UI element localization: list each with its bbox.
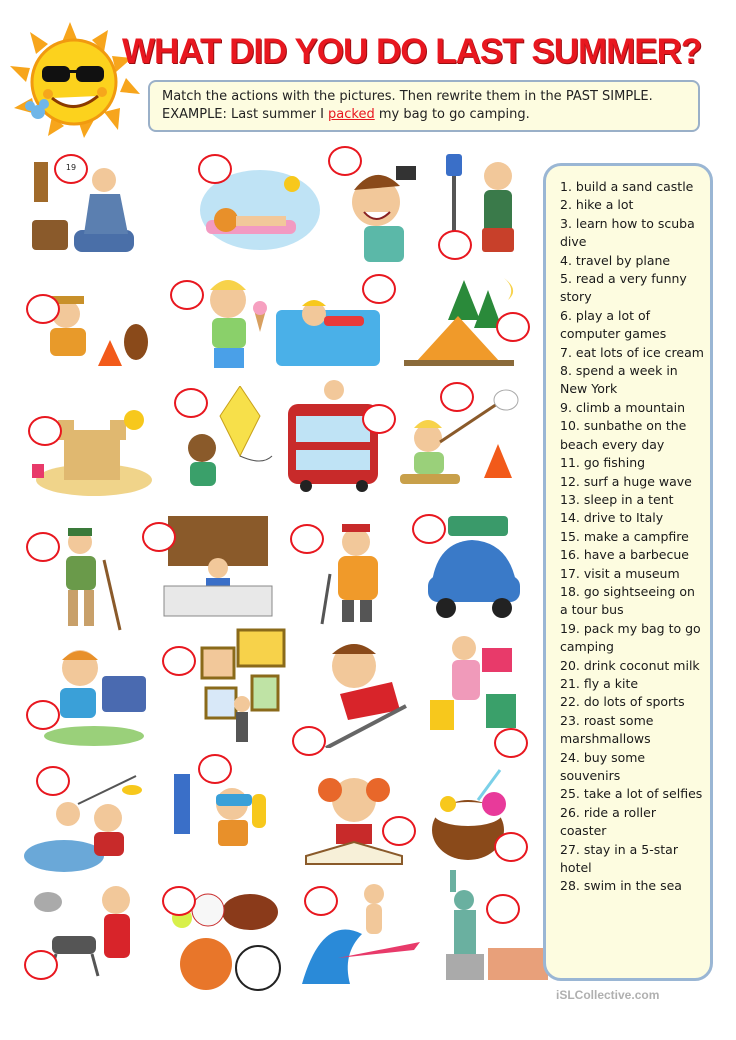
example-verb: packed <box>328 107 375 122</box>
action-item: 26. ride a roller coaster <box>560 804 656 839</box>
picture-cell <box>24 636 152 754</box>
shopping-souvenirs-icon <box>428 628 556 746</box>
picture-cell <box>24 876 152 994</box>
picture-cell <box>162 628 290 746</box>
reading-book-icon <box>302 760 430 878</box>
answer-circle[interactable] <box>26 700 60 730</box>
picture-cell <box>24 520 152 638</box>
answer-circle[interactable] <box>198 754 232 784</box>
computer-games-icon <box>24 636 152 754</box>
action-item: 20. drink coconut milk <box>560 657 700 673</box>
picture-cell <box>172 386 300 504</box>
action-item: 24. buy some souvenirs <box>560 749 646 783</box>
picture-cell <box>24 270 152 388</box>
answer-circle[interactable] <box>26 532 60 562</box>
example-suffix: my bag to go camping. <box>374 107 530 122</box>
picture-cell <box>328 150 456 268</box>
picture-cell <box>428 866 556 984</box>
picture-cell <box>428 764 556 882</box>
action-item: 7. eat lots of ice cream <box>560 344 704 360</box>
answer-circle[interactable] <box>292 726 326 756</box>
sand-castle-icon <box>24 390 152 508</box>
picture-cell <box>24 764 152 882</box>
tour-bus-icon <box>282 374 410 492</box>
action-item: 16. have a barbecue <box>560 547 689 563</box>
answer-circle[interactable] <box>170 280 204 310</box>
coconut-drink-icon <box>428 764 556 882</box>
answer-circle[interactable] <box>496 312 530 342</box>
example-line <box>162 106 686 124</box>
action-item: 19. pack my bag to go camping <box>560 620 701 655</box>
answer-circle[interactable] <box>290 524 324 554</box>
action-item: 2. hike a lot <box>560 197 634 213</box>
answer-circle[interactable] <box>54 154 88 184</box>
action-item: 11. go fishing <box>560 455 646 471</box>
answer-circle[interactable] <box>328 146 362 176</box>
answer-circle[interactable] <box>26 294 60 324</box>
action-item: 18. go sightseeing on a tour bus <box>560 583 695 618</box>
action-item: 4. travel by plane <box>560 252 671 268</box>
action-item: 13. sleep in a tent <box>560 491 674 507</box>
picture-cell <box>172 754 300 872</box>
answer-circle[interactable] <box>438 230 472 260</box>
answer-circle[interactable] <box>382 816 416 846</box>
packing-bag-icon <box>24 150 152 268</box>
campfire-cowboy-icon <box>24 270 152 388</box>
actions-list-box <box>543 163 713 981</box>
example-prefix: EXAMPLE: Last summer I <box>162 107 329 122</box>
action-item: 27. stay in a 5-star hotel <box>560 841 678 876</box>
answer-circle[interactable] <box>174 388 208 418</box>
action-item: 3. learn how to scuba dive <box>560 215 695 250</box>
action-item: 25. take a lot of selfies <box>560 786 703 802</box>
statue-of-liberty-icon <box>428 866 556 984</box>
picture-cell <box>294 514 422 632</box>
answer-circle[interactable] <box>24 950 58 980</box>
action-item: 17. visit a museum <box>560 565 680 581</box>
action-item: 8. spend a week in New York <box>560 363 678 397</box>
footer-watermark: iSLCollective.com <box>556 988 660 1002</box>
action-item: 5. read a very funny story <box>560 271 687 305</box>
answer-circle[interactable] <box>36 766 70 796</box>
answer-circle[interactable] <box>494 728 528 758</box>
answer-circle[interactable] <box>142 522 176 552</box>
picture-cell <box>400 382 528 500</box>
picture-cell <box>302 760 430 878</box>
answer-circle[interactable] <box>486 894 520 924</box>
action-item: 22. do lots of sports <box>560 694 685 710</box>
picture-cell <box>24 150 152 268</box>
action-item: 15. make a campfire <box>560 528 689 544</box>
action-item: 28. swim in the sea <box>560 878 682 894</box>
scuba-dive-icon <box>172 754 300 872</box>
picture-cell <box>274 270 402 388</box>
instructions-line: Match the actions with the pictures. Then rewrite them in the PAST SIMPLE. <box>162 89 653 104</box>
picture-cell <box>408 512 536 630</box>
instructions-box <box>148 80 700 132</box>
action-item: 23. roast some marshmallows <box>560 712 654 747</box>
action-item: 12. surf a huge wave <box>560 473 692 489</box>
picture-cell <box>150 514 278 632</box>
picture-cell <box>24 390 152 508</box>
answer-circle[interactable] <box>362 404 396 434</box>
picture-cell <box>302 874 430 992</box>
actions-list <box>560 178 704 896</box>
action-item: 10. sunbathe on the beach every day <box>560 418 687 452</box>
picture-cell <box>196 150 324 268</box>
answer-circle[interactable] <box>362 274 396 304</box>
action-item: 9. climb a mountain <box>560 399 686 415</box>
worksheet-title: WHAT DID YOU DO LAST SUMMER? <box>122 32 702 71</box>
action-item: 1. build a sand castle <box>560 179 694 194</box>
answer-circle[interactable] <box>412 514 446 544</box>
answer-circle[interactable] <box>494 832 528 862</box>
picture-cell <box>296 630 424 748</box>
answer-circle[interactable] <box>28 416 62 446</box>
answer-circle[interactable] <box>440 382 474 412</box>
picture-cell <box>282 374 410 492</box>
picture-cell <box>404 270 532 388</box>
answer-circle[interactable] <box>198 154 232 184</box>
answer-circle[interactable] <box>162 886 196 916</box>
picture-cell <box>428 628 556 746</box>
action-item: 6. play a lot of computer games <box>560 307 667 342</box>
picture-cell <box>160 880 288 998</box>
answer-circle[interactable] <box>162 646 196 676</box>
action-item: 21. fly a kite <box>560 675 639 691</box>
answer-circle[interactable] <box>304 886 338 916</box>
action-item: 14. drive to Italy <box>560 510 664 526</box>
example-number: 19 <box>65 163 77 172</box>
